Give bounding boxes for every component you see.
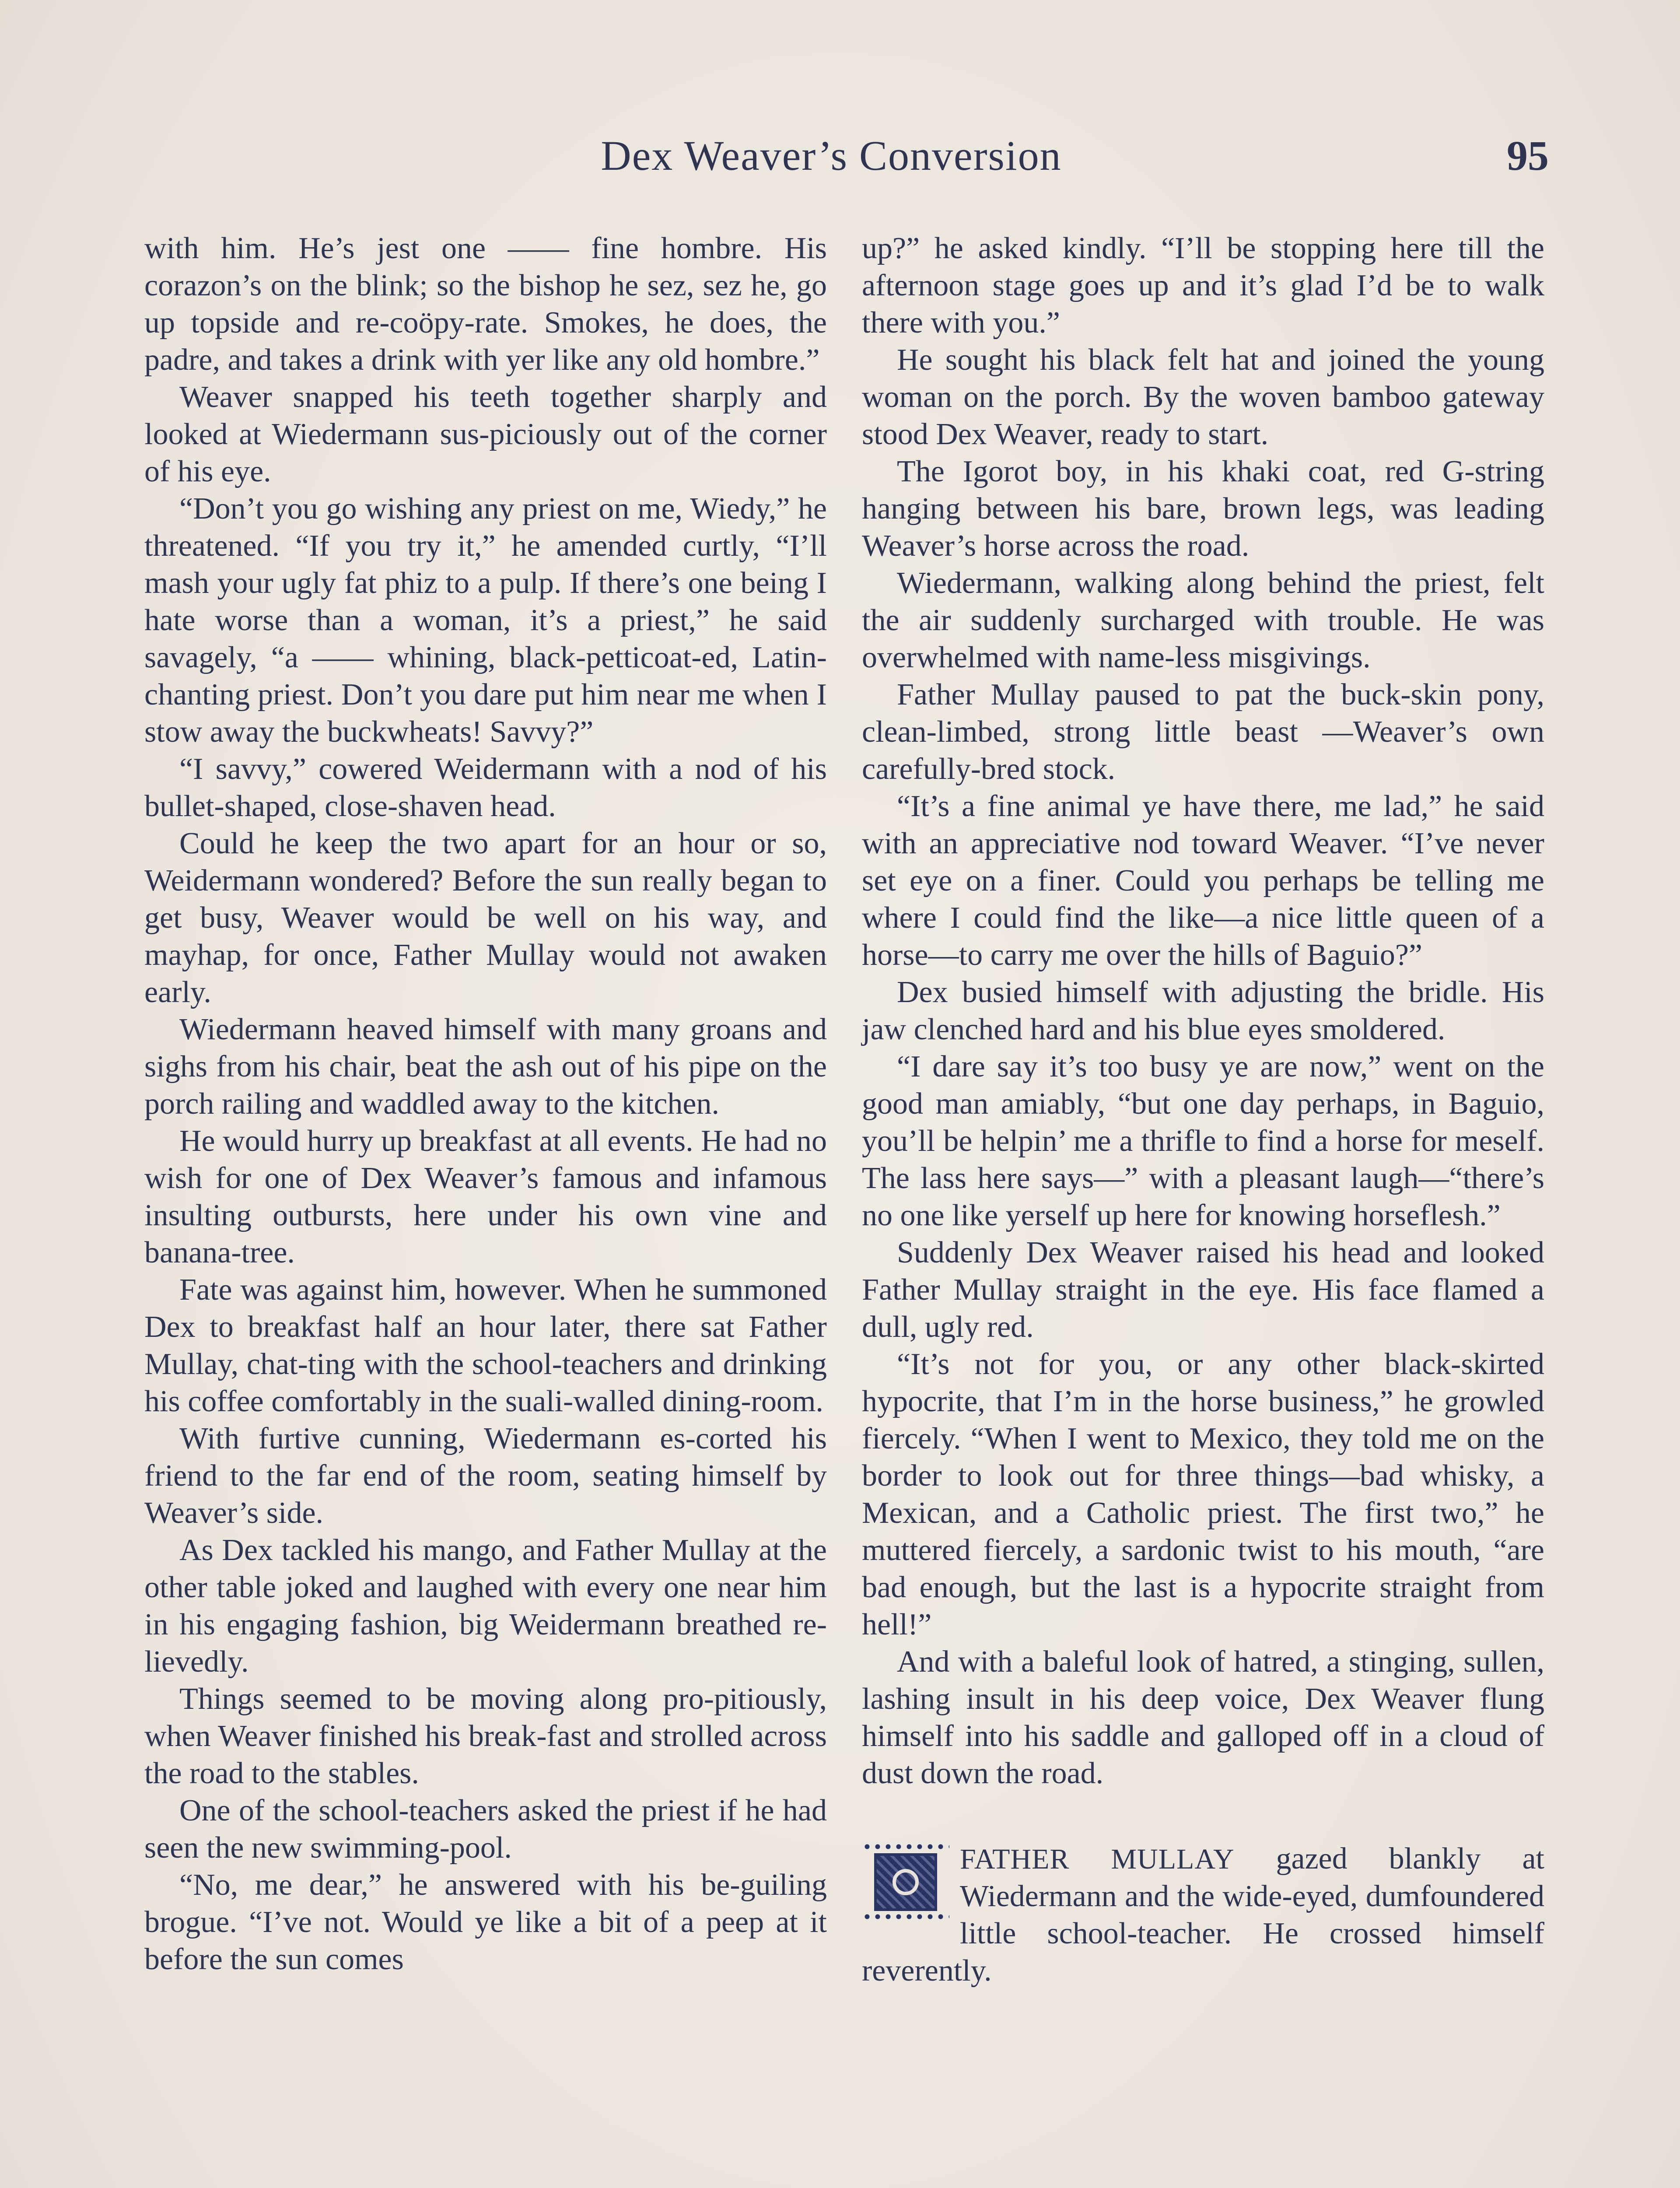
paragraph: “No, me dear,” he answered with his be-guiling brogue. “I’ve not. Would ye like a bit of a peep at it before the sun comes	[144, 1868, 827, 1976]
page-number: 95	[1507, 132, 1549, 179]
paragraph: With furtive cunning, Wiedermann es-corted his friend to the far end of the room, seating himself by Weaver’s side.	[144, 1422, 827, 1530]
paragraph: Wiedermann heaved himself with many groans and sighs from his chair, beat the ash out of his pipe on the porch railing and waddled away to the kitchen.	[144, 1013, 827, 1121]
paragraph: As Dex tackled his mango, and Father Mullay at the other table joked and laughed with every one near him in his engaging fashion, big Weidermann breathed re-lievedly.	[144, 1533, 827, 1679]
paragraph: “It’s not for you, or any other black-skirted hypocrite, that I’m in the horse business,” he growled fiercely. “When I went to Mexico, they told me on the border to look out for three things—bad whisky, a Mexican, and a Catholic priest. The first two,” he muttered fiercely, a sardonic twist to his mouth, “are bad enough, but the last is a hypocrite straight from hell!”	[862, 1347, 1544, 1641]
running-title: Dex Weaver’s Conversion	[601, 132, 1062, 179]
paragraph: He would hurry up breakfast at all events. He had no wish for one of Dex Weaver’s famous and infamous insulting outbursts, here under his own vine and banana-tree.	[144, 1124, 827, 1269]
paragraph: “It’s a fine animal ye have there, me lad,” he said with an appreciative nod toward Weaver. “I’ve never set eye on a finer. Could you perhaps be telling me where I could find the like—a nice little queen of a horse—to carry me over the hills of Baguio?”	[862, 789, 1544, 972]
paragraph: “I dare say it’s too busy ye are now,” went on the good man amiably, “but one day perhaps, in Baguio, you’ll be helpin’ me a thrifle to find a horse for meself. The lass here says—” with a pleasant laugh—“there’s no one like yerself up here for knowing horseflesh.”	[862, 1050, 1544, 1232]
paragraph: Weaver snapped his teeth together sharply and looked at Wiedermann sus-piciously out of the corner of his eye.	[144, 380, 827, 488]
ornament-icon	[862, 1844, 949, 1920]
section-lead-in: FATHER MULLAY	[960, 1843, 1235, 1875]
paragraph: One of the school-teachers asked the priest if he had seen the new swimming-pool.	[144, 1794, 827, 1865]
paragraph: The Igorot boy, in his khaki coat, red G-string hanging between his bare, brown legs, was leading Weaver’s horse across the road.	[862, 455, 1544, 563]
paragraph: Things seemed to be moving along pro-pitiously, when Weaver finished his break-fast and strolled across the road to the stables.	[144, 1682, 827, 1790]
paragraph: And with a baleful look of hatred, a stinging, sullen, lashing insult in his deep voice, Dex Weaver flung himself into his saddle and galloped off in a cloud of dust down the road.	[862, 1645, 1544, 1790]
paragraph: “Don’t you go wishing any priest on me, Wiedy,” he threatened. “If you try it,” he amended curtly, “I’ll mash your ugly fat phiz to a pulp. If there’s one being I hate worse than a woman, it’s a priest,” he said savagely, “a —— whining, black-petticoat-ed, Latin-chanting priest. Don’t you dare put him near me when I stow away the buckwheats! Savvy?”	[144, 492, 827, 749]
paragraph: Wiedermann, walking along behind the priest, felt the air suddenly surcharged with trouble. He was overwhelmed with name-less misgivings.	[862, 566, 1544, 674]
paragraph: Fate was against him, however. When he summoned Dex to breakfast half an hour later, there sat Father Mullay, chat-ting with the school-teachers and drinking his coffee comfortably in the suali-walled dining-room.	[144, 1273, 827, 1418]
paragraph: He sought his black felt hat and joined the young woman on the porch. By the woven bamboo gateway stood Dex Weaver, ready to start.	[862, 343, 1544, 451]
paragraph: Father Mullay paused to pat the buck-skin pony, clean-limbed, strong little beast —Weaver’s own carefully-bred stock.	[862, 678, 1544, 786]
left-column	[144, 230, 827, 1978]
section-start-paragraph	[862, 1840, 1544, 1989]
section-text: gazed blankly at Wiedermann and the wide-eyed, dumfoundered little school-teacher. He crossed himself reverently.	[862, 1842, 1544, 1988]
paragraph: Dex busied himself with adjusting the bridle. His jaw clenched hard and his blue eyes smoldered.	[862, 975, 1544, 1046]
paragraph: “I savvy,” cowered Weidermann with a nod of his bullet-shaped, close-shaven head.	[144, 752, 827, 823]
paragraph: Could he keep the two apart for an hour or so, Weidermann wondered? Before the sun really began to get busy, Weaver would be well on his way, and mayhap, for once, Father Mullay would not awaken early.	[144, 827, 827, 1009]
paragraph: up?” he asked kindly. “I’ll be stopping here till the afternoon stage goes up and it’s glad I’d be to walk there with you.”	[862, 231, 1544, 340]
paragraph: Suddenly Dex Weaver raised his head and looked Father Mullay straight in the eye. His face flamed a dull, ugly red.	[862, 1236, 1544, 1344]
right-column	[862, 230, 1544, 1989]
paragraph: with him. He’s jest one —— fine hombre. His corazon’s on the blink; so the bishop he sez, sez he, go up topside and re-coöpy-rate. Smokes, he does, the padre, and takes a drink with yer like any old hombre.”	[144, 231, 827, 377]
